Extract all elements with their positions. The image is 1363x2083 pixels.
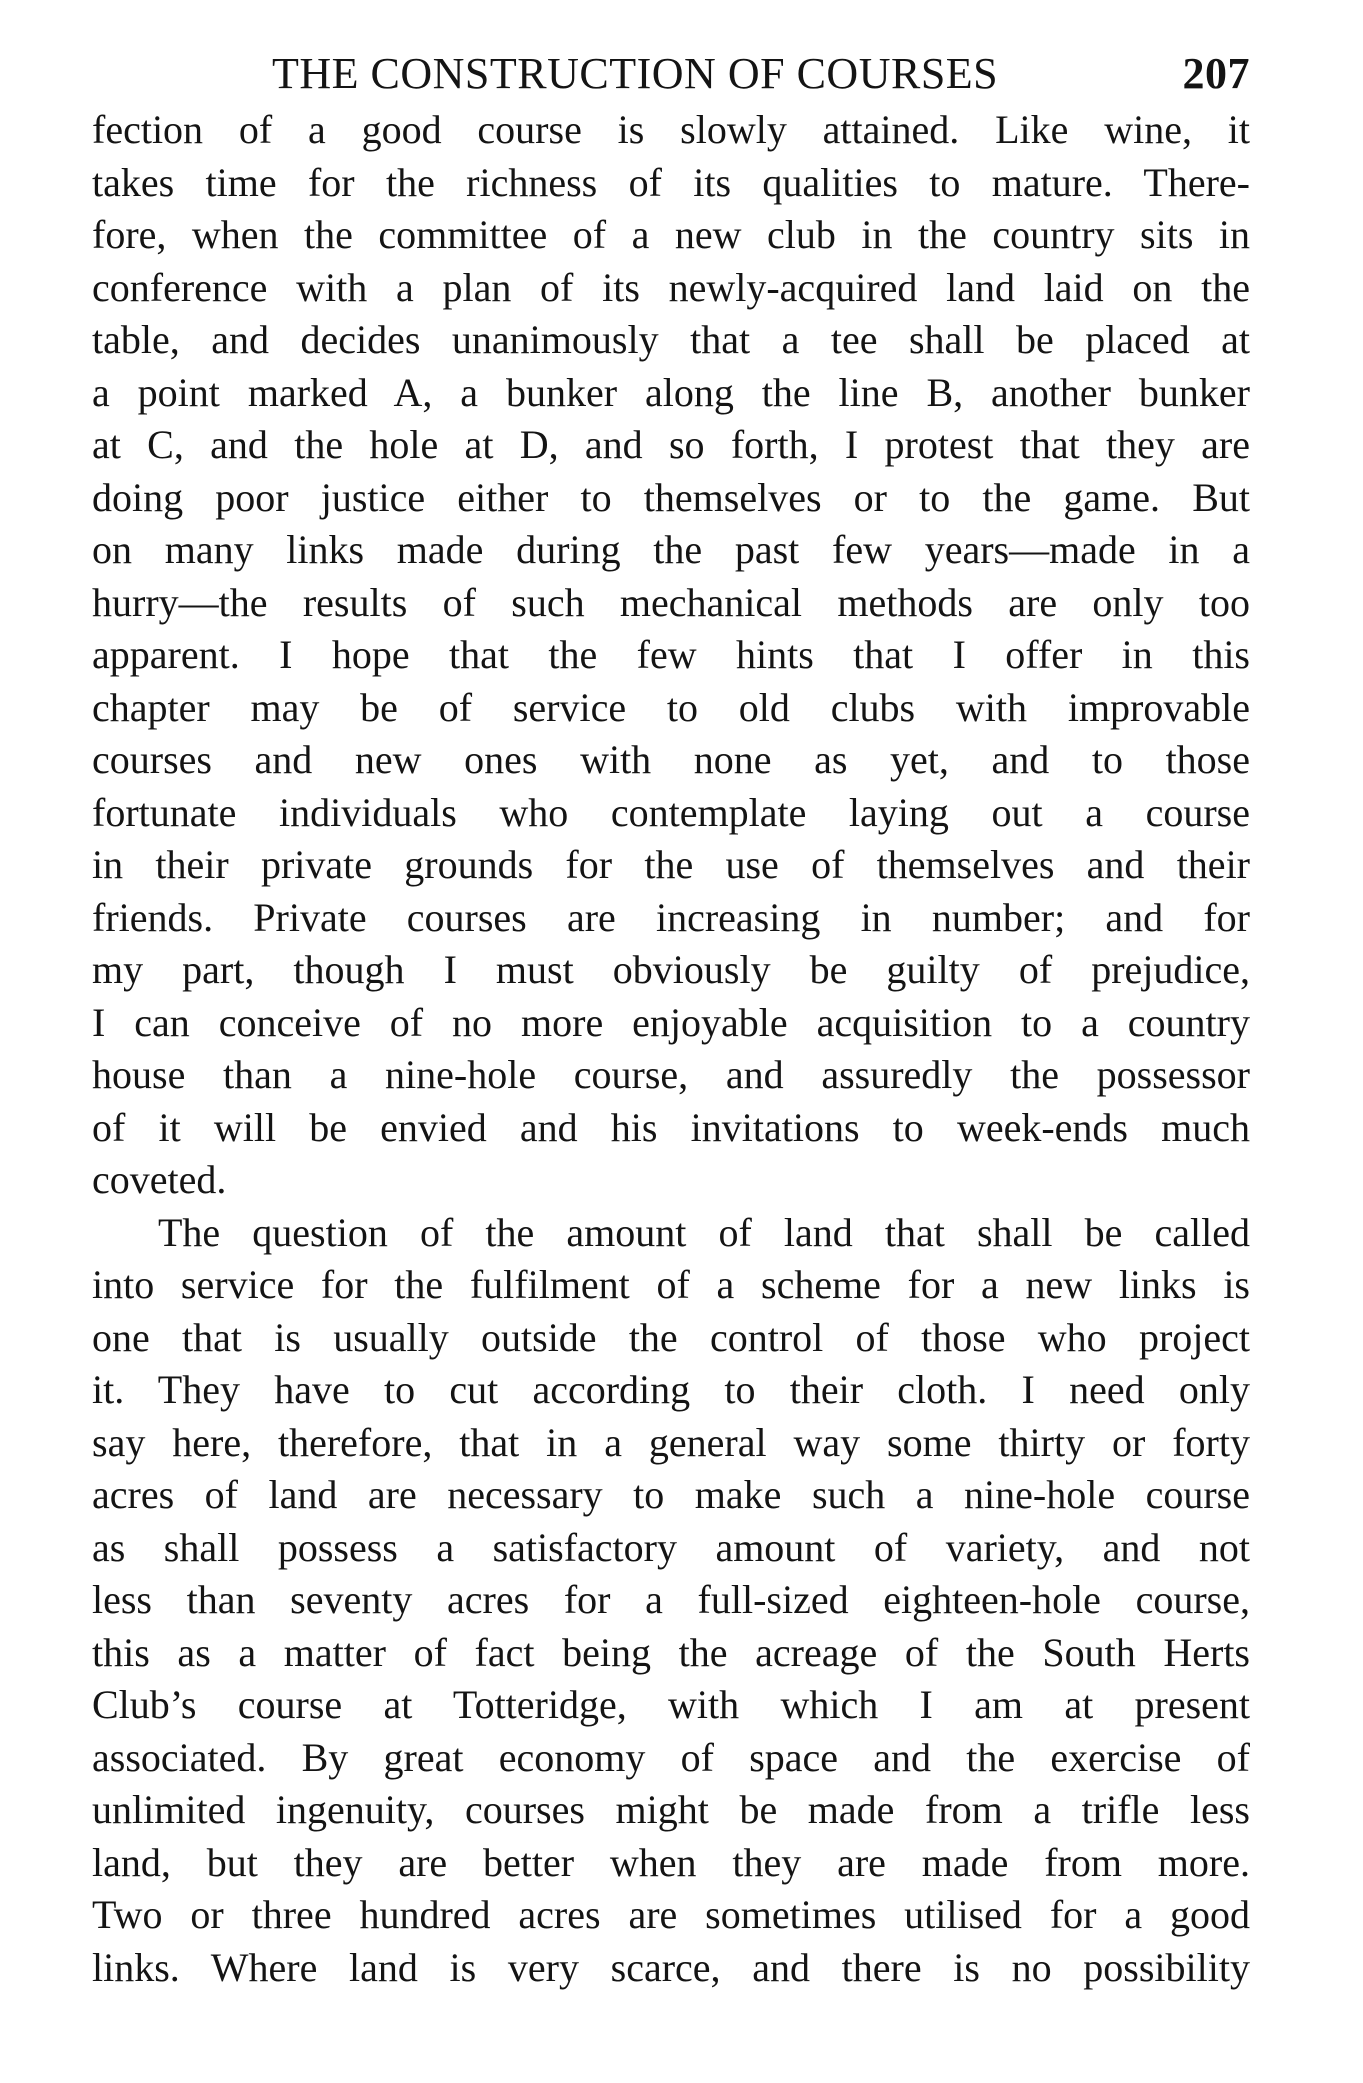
text-line: fortunate individuals who contemplate laying out a course [92, 789, 1250, 835]
paragraph [92, 104, 1250, 1207]
text-line: at C, and the hole at D, and so forth, I protest that they are [92, 422, 1250, 467]
body-text [92, 104, 1250, 1994]
running-head [92, 42, 1250, 104]
text-line: friends. Private courses are increasing in number; and for [92, 894, 1250, 940]
page-number: 207 [1182, 49, 1250, 98]
text-line: hurry—the results of such mechanical methods are only too [92, 579, 1250, 625]
text-line: in their private grounds for the use of themselves and their [92, 842, 1250, 887]
text-line: table, and decides unanimously that a tee shall be placed at [92, 317, 1250, 362]
text-line: on many links made during the past few years—made in a [92, 527, 1250, 572]
text-line: one that is usually outside the control of those who project [92, 1314, 1250, 1360]
text-line: of it will be envied and his invitations to week-ends much [92, 1104, 1250, 1150]
text-line: apparent. I hope that the few hints that I offer in this [92, 632, 1250, 677]
text-line: Two or three hundred acres are sometimes utilised for a good [92, 1892, 1250, 1937]
paragraph [92, 1207, 1250, 1995]
text-line: links. Where land is very scarce, and there is no possibility [92, 1944, 1250, 1990]
text-line: as shall possess a satisfactory amount of variety, and not [92, 1524, 1250, 1570]
text-line: unlimited ingenuity, courses might be made from a trifle less [92, 1787, 1250, 1832]
text-line: I can conceive of no more enjoyable acquisition to a country [92, 999, 1250, 1045]
text-line: say here, therefore, that in a general way some thirty or forty [92, 1419, 1250, 1465]
text-line: a point marked A, a bunker along the line B, another bunker [92, 369, 1250, 415]
text-line: courses and new ones with none as yet, and to those [92, 737, 1250, 782]
text-line: The question of the amount of land that shall be called [158, 1209, 1250, 1255]
text-line: land, but they are better when they are made from more. [92, 1839, 1250, 1885]
text-line: chapter may be of service to old clubs with improvable [92, 684, 1250, 730]
text-line: this as a matter of fact being the acreage of the South Herts [92, 1629, 1250, 1675]
text-line: takes time for the richness of its qualities to mature. There- [92, 159, 1250, 205]
text-line: my part, though I must obviously be guilty of prejudice, [92, 947, 1250, 992]
text-line: into service for the fulfilment of a scheme for a new links is [92, 1262, 1250, 1307]
text-line: conference with a plan of its newly-acquired land laid on the [92, 264, 1250, 310]
text-line: fore, when the committee of a new club in the country sits in [92, 212, 1250, 257]
text-line: it. They have to cut according to their cloth. I need only [92, 1367, 1250, 1412]
text-line: house than a nine-hole course, and assuredly the possessor [92, 1052, 1250, 1097]
text-line: associated. By great economy of space and the exercise of [92, 1734, 1250, 1780]
text-line: doing poor justice either to themselves or to the game. But [92, 474, 1250, 520]
text-line: Club’s course at Totteridge, with which I am at present [92, 1682, 1250, 1727]
running-title: THE CONSTRUCTION OF COURSES [272, 49, 999, 98]
text-line: less than seventy acres for a full-sized eighteen-hole course, [92, 1577, 1250, 1622]
book-page [92, 42, 1250, 1994]
text-line: coveted. [92, 1157, 227, 1202]
text-line: fection of a good course is slowly attained. Like wine, it [92, 107, 1250, 152]
text-line: acres of land are necessary to make such a nine-hole course [92, 1472, 1250, 1517]
